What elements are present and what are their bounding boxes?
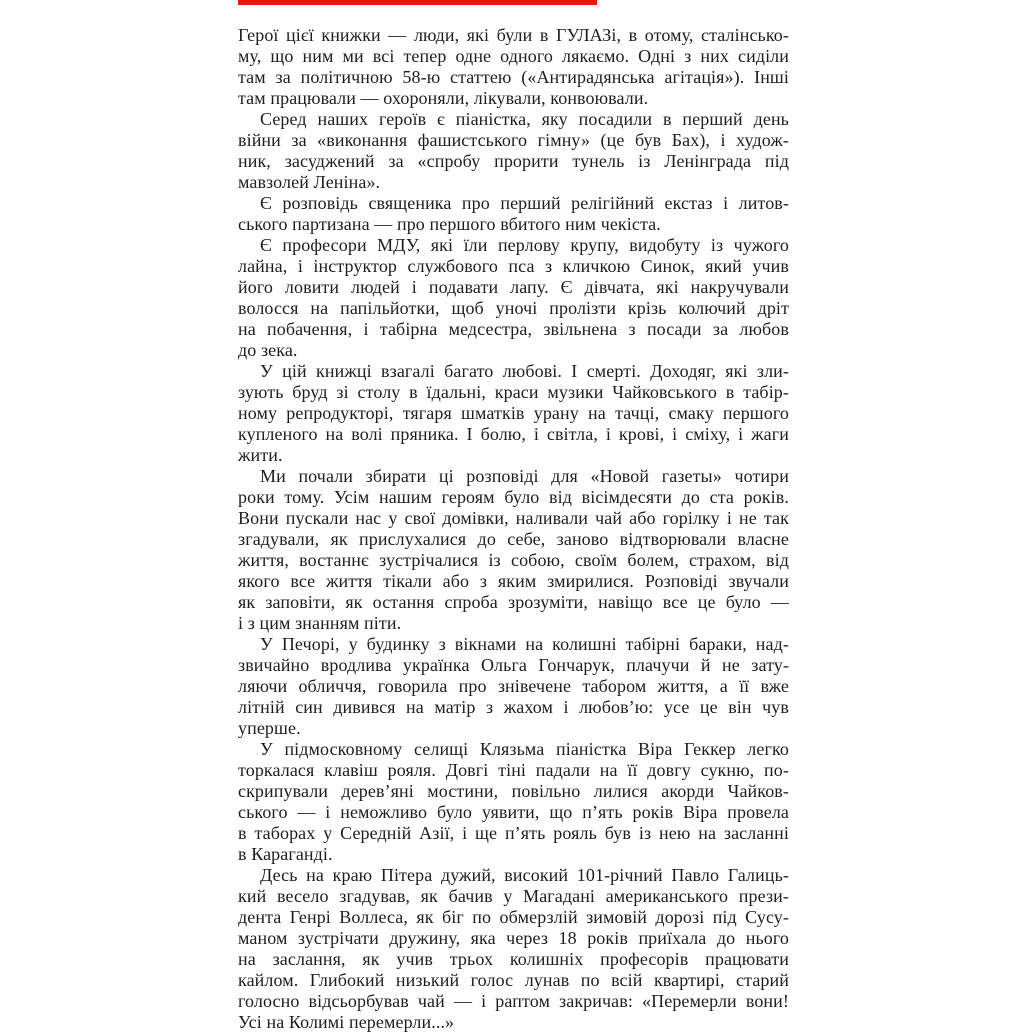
- text-line: там за політичною 58-ю статтею («Антирадянська агітація»). Інші: [238, 67, 789, 87]
- text-line: як заповіти, як остання спроба зрозуміти, навіщо все це було —: [238, 592, 789, 612]
- text-line: мавзолей Леніна».: [238, 172, 381, 192]
- text-line: і з цим знанням піти.: [238, 613, 402, 633]
- text-line: до зека.: [238, 340, 298, 360]
- text-line: кайлом. Глибокий низький голос лунав по всій квартирі, старий: [238, 970, 789, 990]
- text-line: купленого на волі пряника. І болю, і світла, і крові, і сміху, і жаги: [238, 424, 789, 444]
- text-line: Є розповідь священика про перший релігійний екстаз і литов-: [260, 193, 789, 213]
- text-line: життя, востаннє зустрічалися із собою, своїм болем, страхом, від: [238, 550, 789, 570]
- text-line: його ловити людей і подавати лапу. Є дівчата, які накручували: [238, 277, 789, 297]
- text-line: ського — і неможливо було уявити, що п’ять років Віра провела: [238, 802, 789, 822]
- text-line: кий весело згадував, як бачив у Магадані американського прези-: [238, 886, 789, 906]
- text-line: волосся на папільйотки, щоб уночі пролізти крізь колючий дріт: [238, 298, 789, 318]
- text-line: роки тому. Усім нашим героям було від вісімдесяти до ста років.: [238, 487, 789, 507]
- text-line: Вони пускали нас у свої домівки, наливали чай або горілку і не так: [238, 508, 789, 528]
- text-line: зують бруд зі столу в їдальні, краси музики Чайковського в табір-: [238, 382, 789, 402]
- text-line: торкалася клавіш рояля. Довгі тіні падали на її довгу сукню, по-: [238, 760, 789, 780]
- text-column: [238, 25, 789, 1033]
- text-line: жити.: [238, 445, 283, 465]
- text-line: там працювали — охороняли, лікували, конвоювали.: [238, 88, 649, 108]
- text-line: ського партизана — про першого вбитого ним чекіста.: [238, 214, 661, 234]
- text-line: Ми почали збирати ці розповіді для «Новой газеты» чотири: [260, 466, 789, 486]
- text-line: Усі на Колимі перемерли...»: [238, 1012, 455, 1032]
- text-line: У цій книжці взагалі багато любові. І смерті. Доходяг, які зли-: [260, 361, 789, 381]
- text-line: маном зустрічати дружину, яка через 18 років приїхала до нього: [238, 928, 789, 948]
- top-red-rule: [238, 0, 597, 5]
- text-line: му, що ним ми всі тепер одне одного лякаємо. Одні з них сиділи: [238, 46, 789, 66]
- text-line: скрипували дерев’яні мостини, повільно лилися акорди Чайков-: [238, 781, 789, 801]
- text-line: лайна, і інструктор службового пса з кличкою Синок, який учив: [238, 256, 789, 276]
- text-line: Десь на краю Пітера дужий, високий 101-річний Павло Галиць-: [260, 865, 789, 885]
- text-line: дента Генрі Воллеса, як біг по обмерзлій зимовій дорозі під Сусу-: [238, 907, 789, 927]
- text-line: звичайно вродлива українка Ольга Гончарук, плачучи й не зату-: [238, 655, 789, 675]
- text-line: на заслання, як учив трьох колишніх професорів працювати: [238, 949, 789, 969]
- text-line: Серед наших героїв є піаністка, яку посадили в перший день: [260, 109, 789, 129]
- text-line: на побачення, і табірна медсестра, звільнена з посади за любов: [238, 319, 789, 339]
- text-line: У підмосковному селищі Клязьма піаністка Віра Геккер легко: [260, 739, 789, 759]
- text-line: уперше.: [238, 718, 301, 738]
- text-line: якого все життя тікали або з яким змирилися. Розповіді звучали: [238, 571, 789, 591]
- text-line: ляючи обличчя, говорила про знівечене табором життя, а її вже: [238, 676, 789, 696]
- text-line: в Караганді.: [238, 844, 333, 864]
- text-line: згадували, як прислухалися до себе, заново відтворювали власне: [238, 529, 789, 549]
- text-line: Герої цієї книжки — люди, які були в ГУЛАЗі, в отому, сталінсько-: [238, 25, 789, 45]
- text-line: ник, засуджений за «спробу прорити тунель із Ленінграда під: [238, 151, 789, 171]
- text-line: в таборах у Середній Азії, і ще п’ять рояль був із нею на засланні: [238, 823, 789, 843]
- text-line: голосно відсьорбував чай — і раптом закричав: «Перемерли вони!: [238, 991, 789, 1011]
- text-line: ному репродукторі, тягаря шматків урану на тачці, смаку першого: [238, 403, 789, 423]
- text-line: Є професори МДУ, які їли перлову крупу, видобуту із чужого: [260, 235, 789, 255]
- text-line: війни за «виконання фашистського гімну» (це був Бах), і худож-: [238, 130, 789, 150]
- text-line: У Печорі, у будинку з вікнами на колишні табірні бараки, над-: [260, 634, 789, 654]
- text-line: літній син дивився на матір з жахом і любов’ю: усе це він чув: [238, 697, 789, 717]
